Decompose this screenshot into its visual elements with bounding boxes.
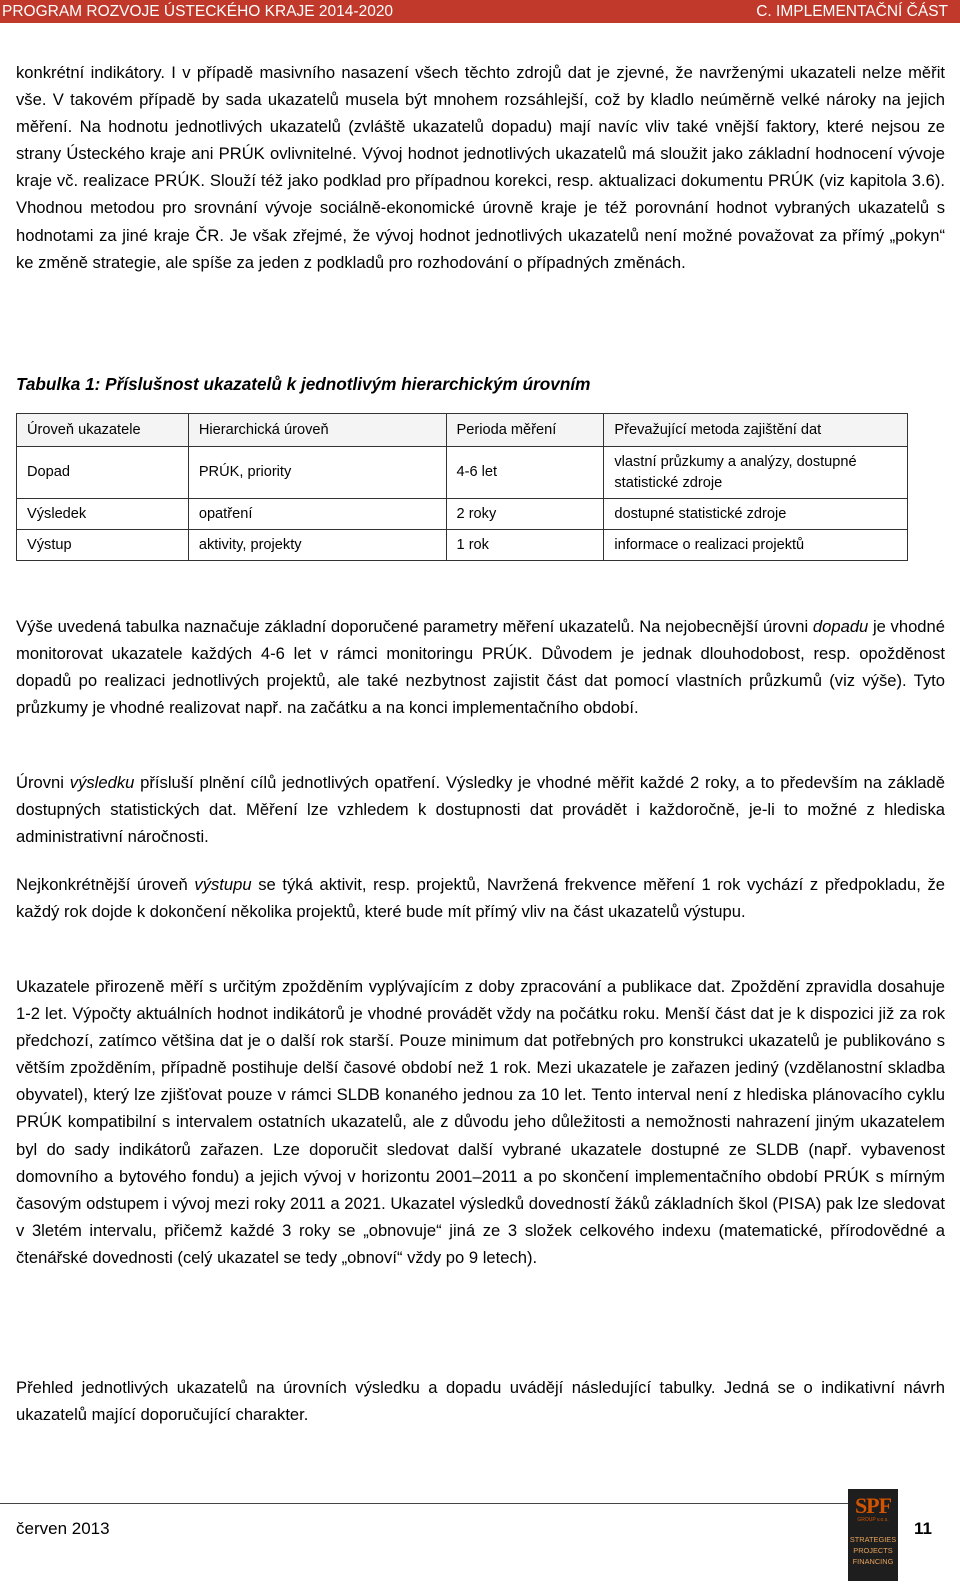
table-row (17, 447, 908, 499)
footer-divider (0, 1503, 848, 1504)
table-caption: Tabulka 1: Příslušnost ukazatelů k jednotlivým hierarchickým úrovním (16, 374, 591, 394)
header-program-title: PROGRAM ROZVOJE ÚSTECKÉHO KRAJE 2014-2020 (2, 3, 394, 20)
indicator-hierarchy-table (16, 413, 908, 561)
paragraph-overview: Přehled jednotlivých ukazatelů na úrovních výsledku a dopadu uvádějí následující tabulky. Jedná se o indikativní návrh ukazatelů mající doporučující charakter. (16, 1378, 945, 1425)
table-cell: Dopad (17, 447, 189, 499)
table-cell: Výstup (17, 530, 189, 561)
spf-group-logo (848, 1489, 898, 1581)
logo-subtitle: GROUP v.o.s. (857, 1517, 889, 1523)
paragraph-output-level (16, 871, 945, 925)
page-number: 11 (914, 1519, 932, 1538)
table-cell: dostupné statistické zdroje (604, 499, 908, 530)
table-cell: 1 rok (446, 530, 604, 561)
paragraph-data-delay: Ukazatele přirozeně měří s určitým zpožděním vyplývajícím z doby zpracování a publikace dat. Zpoždění zpravidla dosahuje 1-2 let. Výpočty aktuálních hodnot indikátorů je vhodné provádět vždy na počátku roku. Menší část dat je k dispozici již za rok předchozí, zatímco většina dat je o další rok starší. Pouze minimum dat potřebných pro konstrukci ukazatelů je publikováno s větším zpožděním, případně postihuje delší časové období než 1 rok. Mezi ukazatele je zařazen jediný (vzdělanostní skladba obyvatel), který lze zjišťovat pouze v rámci SLDB konaného jednou za 10 let. Tento interval není z hlediska plánovacího cyklu PRÚK kompatibilní s intervalem ostatních ukazatelů, ale z důvodu jeho důležitosti a nemožnosti nahrazení jiným ukazatelem byl do sady indikátorů zařazen. Lze doporučit sledovat další vybrané ukazatele dostupné ze SLDB (např. vybavenost domovního a bytového fondu) a jejich vývoj v horizontu 2001–2011 a po skončení implementačního období PRÚK s mírným časovým odstupem i vývoj mezi roky 2011 a 2021. Ukazatel výsledků dovedností žáků základních škol (PISA) pak lze sledovat v 3letém intervalu, přičemž každé 3 roky se „obnovuje“ jiná ze 3 složek celkového indexu (matematické, přírodovědné a čtenářské dovednosti (celý ukazatel se tedy „obnoví“ vždy po 9 letech). (16, 977, 945, 1267)
table-header-row (17, 414, 908, 447)
table-header-cell: Hierarchická úroveň (188, 414, 446, 447)
paragraph-impact-level (16, 613, 945, 721)
intro-paragraph: konkrétní indikátory. I v případě masivního nasazení všech těchto zdrojů dat je zjevné, že navrženými ukazateli nelze měřit vše. V takovém případě by sada ukazatelů musela být mnohem rozsáhlejší, což by kladlo neúměrně velké nároky na jejich měření. Na hodnotu jednotlivých ukazatelů (zvláště ukazatelů dopadu) mají navíc vliv také vnější faktory, které nejsou ze strany Ústeckého kraje ani PRÚK ovlivnitelné. Vývoj hodnot jednotlivých ukazatelů má sloužit jako základní hodnocení vývoje kraje vč. realizace PRÚK. Slouží též jako podklad pro případnou korekci, resp. aktualizaci dokumentu PRÚK (viz kapitola 3.6). Vhodnou metodou pro srovnání vývoje sociálně-ekonomické úrovně kraje je též porovnání hodnot vybraných ukazatelů s hodnotami za jiné kraje ČR. Je však zřejmé, že vývoj hodnot jednotlivých ukazatelů není možné považovat za přímý „pokyn“ ke změně strategie, ale spíše za jeden z podkladů pro rozhodování o případných změnách. (16, 63, 945, 272)
paragraph-text: přísluší plnění cílů jednotlivých opatření. Výsledky je vhodné měřit každé 2 roky, a to především na základě dostupných statistických dat. Měření lze vzhledem k dostupnosti dat provádět i každoročně, je-li to možné z hlediska administrativní náročnosti. (16, 773, 946, 847)
table-cell: informace o realizaci projektů (604, 530, 908, 561)
table-cell: Výsledek (17, 499, 189, 530)
logo-line: STRATEGIES (849, 1535, 897, 1544)
table-cell: opatření (188, 499, 446, 530)
header-section-title: C. IMPLEMENTAČNÍ ČÁST (756, 3, 948, 20)
table-row (17, 530, 908, 561)
table-cell: 2 roky (446, 499, 604, 530)
logo-line: FINANCING (852, 1557, 894, 1566)
table-header-cell: Převažující metoda zajištění dat (604, 414, 908, 447)
paragraph-result-level (16, 769, 945, 850)
paragraph-text: Výše uvedená tabulka naznačuje základní doporučené parametry měření ukazatelů. Na nejobecnější úrovni (16, 617, 813, 636)
paragraph-text: Nejkonkrétnější úroveň (16, 875, 195, 894)
table-cell: PRÚK, priority (188, 447, 446, 499)
table-header-cell: Úroveň ukazatele (17, 414, 189, 447)
table-header-cell: Perioda měření (446, 414, 604, 447)
table-cell: vlastní průzkumy a analýzy, dostupné statistické zdroje (604, 447, 908, 499)
logo-mark: SPF (854, 1493, 892, 1518)
paragraph-text: je vhodné monitorovat ukazatele každých 4-6 let v rámci monitoringu PRÚK. Důvodem je jednak dlouhodobost, resp. opožděnost dopadů po realizaci jednotlivých projektů, ale také nezbytnost zajistit část dat pomocí vlastních průzkumů (viz výše). Tyto průzkumy je vhodné realizovat např. na začátku a na konci implementačního období. (16, 617, 945, 718)
table-row (17, 499, 908, 530)
table-cell: aktivity, projekty (188, 530, 446, 561)
footer-date: červen 2013 (16, 1519, 110, 1538)
paragraph-text: se týká aktivit, resp. projektů, Navržená frekvence měření 1 rok vychází z předpokladu, že každý rok dojde k dokončení několika projektů, které bude mít přímý vliv na část ukazatelů výstupu. (16, 875, 945, 922)
emphasis-term: výsledku (69, 773, 135, 792)
table-cell: 4-6 let (446, 447, 604, 499)
running-header (0, 0, 960, 23)
paragraph-text: Úrovni (16, 773, 70, 792)
emphasis-term: výstupu (194, 875, 252, 894)
logo-line: PROJECTS (853, 1546, 893, 1555)
emphasis-term: dopadu (812, 617, 869, 636)
